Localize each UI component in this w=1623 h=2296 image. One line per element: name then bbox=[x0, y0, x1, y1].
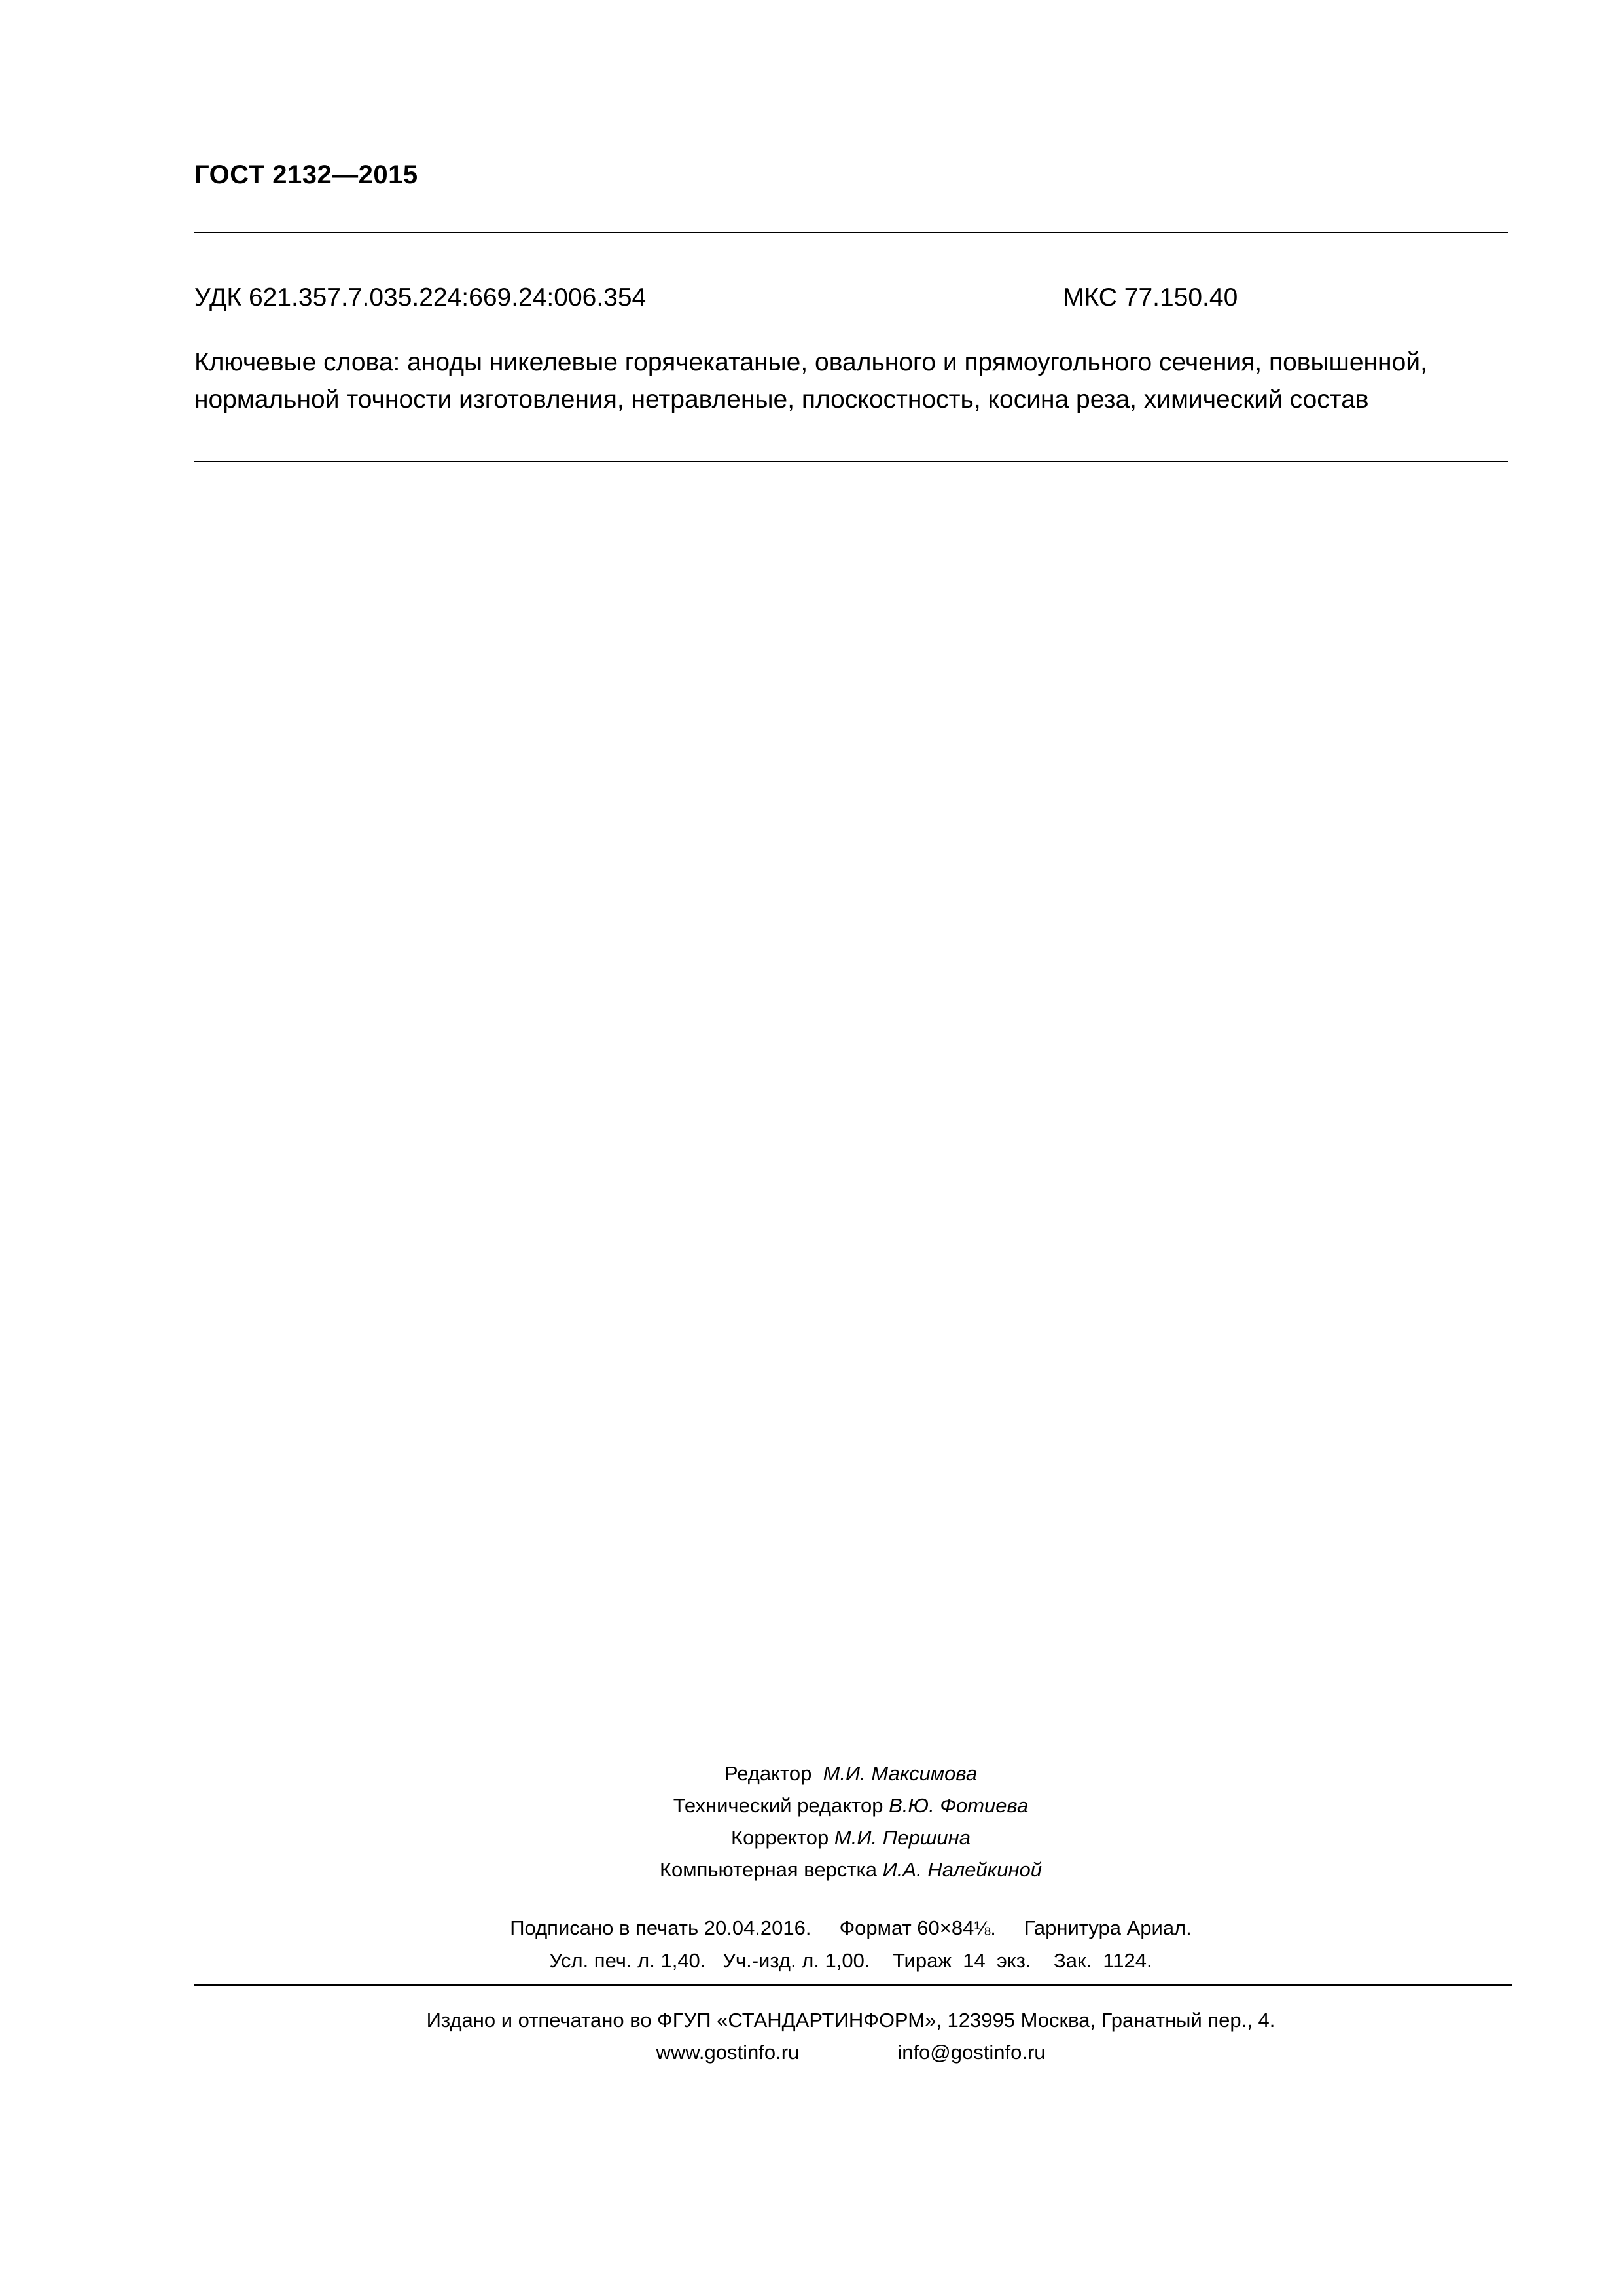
layout-name: И.А. Налейкиной bbox=[882, 1858, 1042, 1881]
keywords-line-2: нормальной точности изготовления, нетравленые, плоскостность, косина реза, химический состав bbox=[194, 386, 1369, 414]
editor-label: Редактор bbox=[724, 1762, 812, 1785]
top-divider bbox=[194, 232, 1508, 233]
keywords-line-1: Ключевые слова: аноды никелевые горячекатаные, овального и прямоугольного сечения, повышенной, bbox=[194, 348, 1427, 376]
proofreader-name: М.И. Першина bbox=[834, 1826, 971, 1849]
circulation: Тираж 14 экз. bbox=[892, 1949, 1031, 1972]
document-title: ГОСТ 2132—2015 bbox=[194, 160, 418, 189]
publisher-info: Издано и отпечатано во ФГУП «СТАНДАРТИНФОРМ», 123995 Москва, Гранатный пер., 4. bbox=[426, 2009, 1275, 2032]
credit-proofreader bbox=[0, 1821, 1623, 1854]
format-fraction: ⅛. bbox=[974, 1918, 996, 1939]
keywords-divider bbox=[194, 461, 1508, 462]
udk-code: УДК 621.357.7.035.224:669.24:006.354 bbox=[194, 283, 647, 312]
edit-sheets: Уч.-изд. л. 1,00. bbox=[722, 1949, 870, 1972]
credits-block bbox=[0, 1757, 1623, 1886]
keywords-block bbox=[194, 344, 1513, 418]
mks-code: МКС 77.150.40 bbox=[1063, 283, 1238, 312]
print-sheets: Усл. печ. л. 1,40. bbox=[549, 1949, 706, 1972]
credit-layout bbox=[0, 1854, 1623, 1886]
contact-links bbox=[0, 2036, 1623, 2068]
proofreader-label: Корректор bbox=[731, 1826, 829, 1849]
footer-divider bbox=[194, 1984, 1512, 1986]
tech-editor-name: В.Ю. Фотиева bbox=[889, 1794, 1029, 1817]
website-link[interactable]: www.gostinfo.ru bbox=[656, 2041, 800, 2064]
publication-line-1 bbox=[0, 1912, 1623, 1945]
credit-tech-editor bbox=[0, 1789, 1623, 1821]
editor-name: М.И. Максимова bbox=[823, 1762, 978, 1785]
tech-editor-label: Технический редактор bbox=[673, 1794, 883, 1817]
format-label: Формат 60×84 bbox=[839, 1916, 974, 1939]
publication-line-2 bbox=[0, 1945, 1623, 1977]
credit-editor bbox=[0, 1757, 1623, 1789]
publication-info bbox=[0, 1912, 1623, 1977]
order-number: Зак. 1124. bbox=[1054, 1949, 1152, 1972]
typeface: Гарнитура Ариал. bbox=[1024, 1916, 1192, 1939]
email-link[interactable]: info@gostinfo.ru bbox=[897, 2041, 1046, 2064]
signed-date: Подписано в печать 20.04.2016. bbox=[510, 1916, 812, 1939]
layout-label: Компьютерная верстка bbox=[660, 1858, 877, 1881]
